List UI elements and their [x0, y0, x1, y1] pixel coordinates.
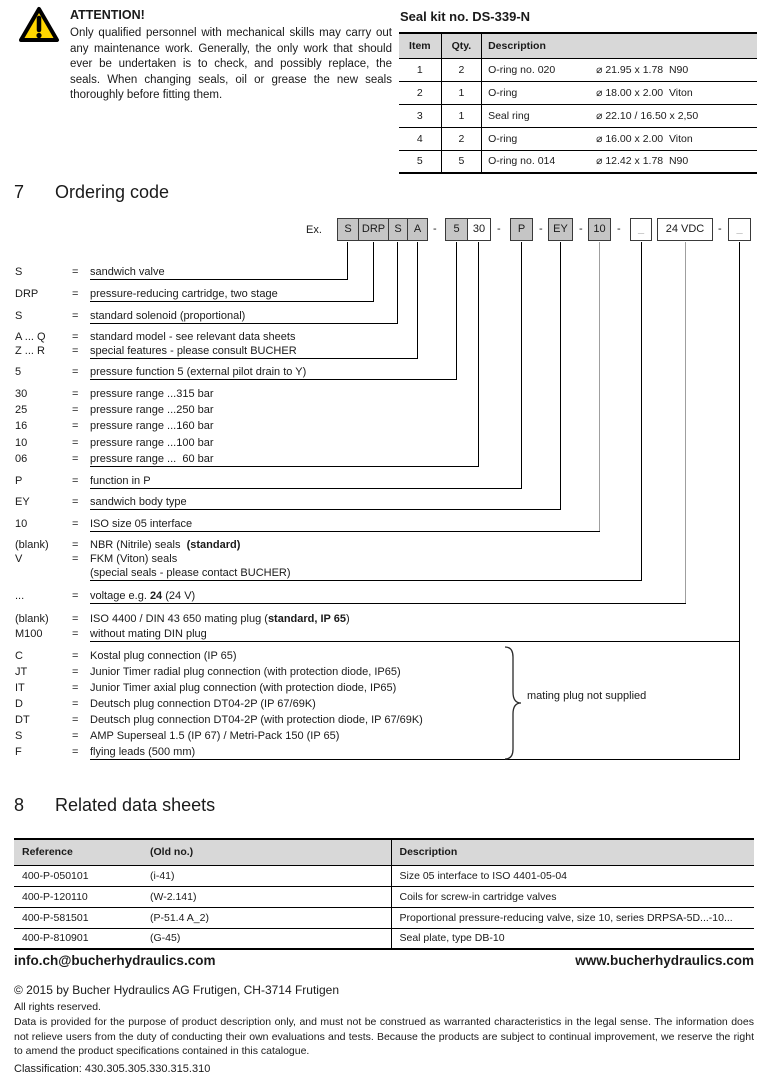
cell-description: [482, 104, 757, 127]
connector-line: [739, 242, 740, 759]
connector-line: [456, 242, 457, 379]
equals-sign: =: [72, 613, 79, 625]
legend-code: 5: [15, 366, 22, 378]
legend-code: A ... Q: [15, 331, 46, 343]
legend-underline: [90, 509, 561, 510]
code-box-port: P: [510, 218, 533, 241]
table-row: [14, 907, 754, 928]
code-box-body-type: EY: [548, 218, 573, 241]
cell-old-no: (W-2.141): [142, 886, 391, 907]
related-data-sheets-table: [14, 838, 754, 950]
legend-code: (blank): [15, 539, 49, 551]
copyright-line: © 2015 by Bucher Hydraulics AG Frutigen, CH-3714 Frutigen: [14, 983, 339, 997]
cell-qty: 1: [441, 81, 481, 104]
legend-underline: [90, 358, 418, 359]
example-label: Ex.: [306, 224, 322, 236]
connector-line: [521, 242, 522, 488]
equals-sign: =: [72, 404, 79, 416]
cell-description: Proportional pressure-reducing valve, size 10, series DRPSA-5D...-10...: [399, 911, 733, 924]
cell-old-no: (i-41): [142, 865, 391, 886]
attention-title: ATTENTION!: [70, 8, 145, 22]
seal-dims: ⌀ 18.00 x 2.00 Viton: [596, 86, 693, 99]
legend-code: JT: [15, 666, 28, 678]
cell-description: Coils for screw-in cartridge valves: [399, 890, 557, 903]
legend-text: flying leads (500 mm): [90, 746, 196, 758]
table-row: [399, 81, 757, 104]
seal-name: O-ring no. 020: [488, 63, 556, 76]
cell-old-no: (G-45): [142, 928, 391, 949]
connector-line: [397, 242, 398, 323]
connector-line: [599, 242, 600, 531]
table-row: [14, 886, 754, 907]
equals-sign: =: [72, 288, 79, 300]
legend-text: pressure-reducing cartridge, two stage: [90, 288, 278, 300]
legend-code: ...: [15, 590, 25, 602]
legend-code: Z ... R: [15, 345, 45, 357]
equals-sign: =: [72, 539, 79, 551]
legend-text: sandwich valve: [90, 266, 165, 278]
legend-code: 25: [15, 404, 28, 416]
connector-line: [478, 242, 479, 466]
legend-code: S: [15, 266, 23, 278]
seal-name: O-ring: [488, 86, 518, 99]
cell-old-no: (P-51.4 A_2): [142, 907, 391, 928]
legend-underline: [90, 759, 740, 760]
brace-icon: [503, 646, 523, 765]
equals-sign: =: [72, 331, 79, 343]
code-box-cartridge: DRP: [358, 218, 389, 241]
legend-text: function in P: [90, 475, 151, 487]
legend-text: pressure function 5 (external pilot drain to Y): [90, 366, 307, 378]
legend-code: (blank): [15, 613, 49, 625]
legend-text: [90, 613, 350, 626]
section-7-title: Ordering code: [55, 182, 170, 202]
code-box-plug-blank: _: [728, 218, 751, 241]
cell-reference: 400-P-581501: [22, 911, 89, 924]
contact-email: info.ch@bucherhydraulics.com: [14, 953, 216, 968]
code-box-seals-blank: _: [630, 218, 652, 241]
seal-kit-header-row: [399, 33, 757, 58]
legend-code: 30: [15, 388, 28, 400]
section-7-number: 7: [14, 182, 25, 202]
legend-text: AMP Superseal 1.5 (IP 67) / Metri-Pack 150 (IP 65): [90, 730, 340, 742]
legend-text: ISO size 05 interface: [90, 518, 193, 530]
col-item: Item: [399, 33, 441, 58]
code-box-voltage: 24 VDC: [657, 218, 713, 241]
attention-body: Only qualified personnel with mechanical skills may carry out any maintenance work. Generally, the only work that should ever be undertaken is to check, and possibly replace, the seals. When changing seals, oil or grease the new seals thoroughly before fitting them.: [70, 27, 392, 101]
col-qty: Qty.: [441, 33, 481, 58]
legend-text-bold: (standard): [186, 539, 241, 551]
legend-underline: [90, 531, 600, 532]
equals-sign: =: [72, 366, 79, 378]
table-row: [14, 865, 754, 886]
equals-sign: =: [72, 590, 79, 602]
cell-reference: 400-P-810901: [22, 932, 89, 945]
legend-code: V: [15, 553, 23, 565]
legend-underline: [90, 301, 374, 302]
cell-qty: 1: [441, 104, 481, 127]
col-description: Description: [399, 846, 458, 859]
cell-reference: 400-P-050101: [22, 869, 89, 882]
cell-description: Size 05 interface to ISO 4401-05-04: [399, 869, 568, 882]
legend-text: pressure range ...250 bar: [90, 404, 214, 416]
code-box-sandwich: S: [337, 218, 359, 241]
related-header-row: [14, 839, 754, 865]
legend-underline: [90, 466, 479, 467]
equals-sign: =: [72, 345, 79, 357]
table-row: [399, 58, 757, 81]
legend-text-bold: 24: [149, 590, 163, 602]
equals-sign: =: [72, 453, 79, 465]
code-box-function: 5: [445, 218, 468, 241]
legend-code: D: [15, 698, 23, 710]
seal-dims: ⌀ 21.95 x 1.78 N90: [596, 63, 689, 76]
legend-underline: [90, 603, 686, 604]
legal-disclaimer: Data is provided for the purpose of product description only, and must not be construed as warranted characteristics in the legal sense. The information does not relieve users from the duty of conducting their own evaluations and tests. Because the products are subject to continual improvement, we reserve the right to amend the product specifications contained in this catalogue.: [14, 1016, 754, 1057]
legend-code: EY: [15, 496, 30, 508]
equals-sign: =: [72, 388, 79, 400]
legend-text: special features - please consult BUCHER: [90, 345, 297, 357]
code-box-pressure-range: 30: [467, 218, 491, 241]
code-separator: -: [497, 223, 501, 235]
equals-sign: =: [72, 553, 79, 565]
legend-code: S: [15, 730, 23, 742]
legend-text-bold: standard, IP 65: [267, 613, 346, 625]
code-separator: -: [433, 223, 437, 235]
cell-description: [482, 127, 757, 150]
seal-kit-table: [399, 32, 757, 174]
connector-line: [641, 242, 642, 580]
cell-description: [482, 58, 757, 81]
code-separator: -: [617, 223, 621, 235]
seal-dims: ⌀ 16.00 x 2.00 Viton: [596, 132, 693, 145]
seal-dims: ⌀ 12.42 x 1.78 N90: [596, 155, 689, 168]
section-8-title: Related data sheets: [55, 795, 216, 815]
cell-qty: 5: [441, 150, 481, 173]
table-row: [14, 928, 754, 949]
legend-code: 10: [15, 437, 28, 449]
legend-text: pressure range ...315 bar: [90, 388, 214, 400]
connector-line: [373, 242, 374, 301]
legend-underline: [90, 580, 642, 581]
legend-code: DT: [15, 714, 30, 726]
cell-item: 3: [399, 104, 441, 127]
cell-item: 5: [399, 150, 441, 173]
website-url: www.bucherhydraulics.com: [575, 953, 754, 968]
code-box-model: A: [407, 218, 428, 241]
connector-line: [685, 242, 686, 603]
equals-sign: =: [72, 420, 79, 432]
table-row: [399, 127, 757, 150]
legend-code: F: [15, 746, 22, 758]
legend-text-post: ): [346, 613, 350, 625]
legend-code: S: [15, 310, 23, 322]
col-reference: Reference: [22, 846, 73, 859]
rights-line: All rights reserved.: [14, 1001, 101, 1013]
cell-description: [482, 150, 757, 173]
equals-sign: =: [72, 666, 79, 678]
legend-text: Junior Timer axial plug connection (with protection diode, IP65): [90, 682, 397, 694]
legend-text: [90, 590, 195, 603]
code-separator: -: [579, 223, 583, 235]
legend-underline: [90, 488, 522, 489]
section-8-number: 8: [14, 795, 25, 815]
equals-sign: =: [72, 475, 79, 487]
equals-sign: =: [72, 698, 79, 710]
seal-name: Seal ring: [488, 109, 530, 122]
seal-kit-title: Seal kit no. DS-339-N: [400, 9, 531, 24]
connector-line: [417, 242, 418, 358]
code-box-interface: 10: [588, 218, 611, 241]
table-row: [399, 104, 757, 127]
equals-sign: =: [72, 496, 79, 508]
cell-qty: 2: [441, 127, 481, 150]
legend-text: without mating DIN plug: [90, 628, 207, 640]
code-separator: -: [718, 223, 722, 235]
col-description: Description: [488, 39, 546, 52]
legend-code: 16: [15, 420, 28, 432]
seal-name: O-ring no. 014: [488, 155, 556, 168]
equals-sign: =: [72, 310, 79, 322]
legend-text: standard model - see relevant data sheets: [90, 331, 296, 343]
legend-text: pressure range ...160 bar: [90, 420, 214, 432]
legend-underline: [90, 379, 457, 380]
equals-sign: =: [72, 714, 79, 726]
cell-reference: 400-P-120110: [22, 890, 88, 903]
equals-sign: =: [72, 650, 79, 662]
legend-text-post: (24 V): [162, 590, 196, 602]
equals-sign: =: [72, 437, 79, 449]
cell-description: [482, 81, 757, 104]
legend-text: (special seals - please contact BUCHER): [90, 567, 291, 579]
equals-sign: =: [72, 730, 79, 742]
legend-underline: [90, 323, 398, 324]
legend-text: Deutsch plug connection DT04-2P (IP 67/69K): [90, 698, 316, 710]
legend-text-pre: ISO 4400 / DIN 43 650 mating plug (: [90, 613, 268, 625]
legend-text: Deutsch plug connection DT04-2P (with protection diode, IP 67/69K): [90, 714, 423, 726]
seal-name: O-ring: [488, 132, 518, 145]
legend-text: Kostal plug connection (IP 65): [90, 650, 237, 662]
equals-sign: =: [72, 746, 79, 758]
legend-text: FKM (Viton) seals: [90, 553, 178, 565]
legend-code: C: [15, 650, 23, 662]
cell-item: 1: [399, 58, 441, 81]
seal-dims: ⌀ 22.10 / 16.50 x 2,50: [596, 109, 699, 122]
equals-sign: =: [72, 266, 79, 278]
legend-code: IT: [15, 682, 25, 694]
legend-text: Junior Timer radial plug connection (with protection diode, IP65): [90, 666, 401, 678]
legend-text: [90, 539, 240, 552]
legend-code: M100: [15, 628, 43, 640]
legend-text: pressure range ...100 bar: [90, 437, 214, 449]
cell-item: 4: [399, 127, 441, 150]
legend-code: 06: [15, 453, 28, 465]
mating-plug-note: mating plug not supplied: [527, 690, 647, 702]
legend-underline: [90, 641, 740, 642]
col-old-no: (Old no.): [142, 839, 391, 865]
legend-text: standard solenoid (proportional): [90, 310, 246, 322]
code-box-solenoid: S: [388, 218, 408, 241]
table-row: [399, 150, 757, 173]
equals-sign: =: [72, 682, 79, 694]
legend-text: sandwich body type: [90, 496, 187, 508]
legend-underline: [90, 279, 348, 280]
connector-line: [560, 242, 561, 509]
code-separator: -: [539, 223, 543, 235]
connector-line: [347, 242, 348, 279]
cell-description: Seal plate, type DB-10: [399, 932, 505, 945]
legend-text-pre: NBR (Nitrile) seals: [90, 539, 187, 551]
cell-qty: 2: [441, 58, 481, 81]
classification-line: Classification: 430.305.305.330.315.310: [14, 1063, 211, 1075]
equals-sign: =: [72, 628, 79, 640]
legend-text: pressure range ... 60 bar: [90, 453, 214, 465]
equals-sign: =: [72, 518, 79, 530]
legend-code: 10: [15, 518, 28, 530]
legend-code: P: [15, 475, 23, 487]
legend-code: DRP: [15, 288, 39, 300]
cell-item: 2: [399, 81, 441, 104]
warning-triangle-icon: [18, 6, 60, 49]
legend-text-pre: voltage e.g.: [90, 590, 150, 602]
